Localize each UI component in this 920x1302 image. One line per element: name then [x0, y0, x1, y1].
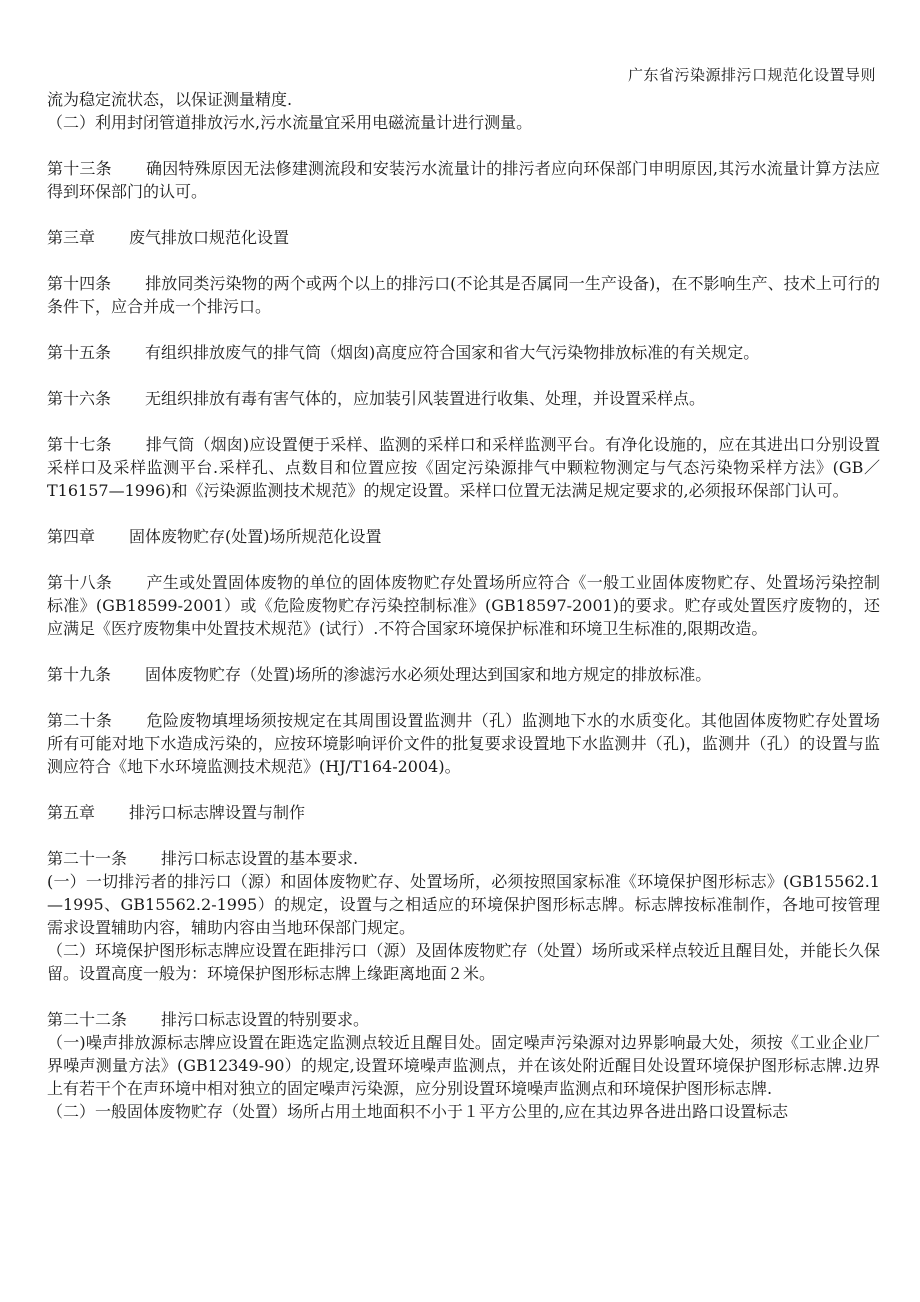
article-label: 第十四条	[47, 274, 112, 293]
article-16	[47, 387, 880, 410]
paragraph-text: 流为稳定流状态，以保证测量精度.	[47, 90, 293, 109]
article-18	[47, 571, 880, 640]
list-item: (一）一切排污者的排污口（源）和固体废物贮存、处置场所，必须按照国家标准《环境保护图形标志》(GB15562.1—1995、GB15562.2-1995）的规定，设置与之相适应的环境保护图形标志牌。标志牌按标准制作，各地可按管理需求设置辅助内容，辅助内容由当地环保部门规定。	[47, 872, 880, 937]
article-14	[47, 272, 880, 318]
article-label: 第十七条	[47, 435, 112, 454]
list-item: （一)噪声排放源标志牌应设置在距选定监测点较近且醒目处。固定噪声污染源对边界影响最大处，须按《工业企业厂界噪声测量方法》(GB12349-90）的规定,设置环境噪声监测点，并在该处附近醒目处设置环境保护图形标志牌.边界上有若干个在声环境中相对独立的固定噪声污染源，应分别设置环境噪声监测点和环境保护图形标志牌.	[47, 1033, 880, 1098]
article-text: 排污口标志设置的特别要求。	[161, 1010, 370, 1029]
list-item: （二）环境保护图形标志牌应设置在距排污口（源）及固体废物贮存（处置）场所或采样点较近且醒目处，并能长久保留。设置高度一般为：环境保护图形标志牌上缘距离地面２米。	[47, 941, 880, 983]
list-item: （二）利用封闭管道排放污水,污水流量宜采用电磁流量计进行测量。	[47, 113, 533, 132]
chapter-title: 固体废物贮存(处置)场所规范化设置	[129, 527, 382, 546]
article-text: 无组织排放有毒有害气体的，应加装引风装置进行收集、处理，并设置采样点。	[145, 389, 706, 408]
continued-paragraph	[47, 88, 880, 134]
article-label: 第二十条	[47, 711, 113, 730]
article-text: 排放同类污染物的两个或两个以上的排污口(不论其是否属同一生产设备)，在不影响生产、技术上可行的条件下，应合并成一个排污口。	[47, 274, 880, 316]
article-17	[47, 433, 880, 502]
article-label: 第十五条	[47, 343, 112, 362]
article-label: 第十三条	[47, 159, 112, 178]
article-text: 固体废物贮存（处置)场所的渗滤污水必须处理达到国家和地方规定的排放标准。	[145, 665, 712, 684]
article-label: 第十六条	[47, 389, 112, 408]
article-label: 第十九条	[47, 665, 112, 684]
article-text: 有组织排放废气的排气筒（烟囱)高度应符合国家和省大气污染物排放标准的有关规定。	[145, 343, 760, 362]
chapter-label: 第四章	[47, 527, 96, 546]
chapter-title: 排污口标志牌设置与制作	[129, 803, 306, 822]
chapter-label: 第五章	[47, 803, 96, 822]
running-header: 广东省污染源排污口规范化设置导则	[627, 66, 876, 84]
article-text: 排污口标志设置的基本要求.	[161, 849, 359, 868]
article-text: 产生或处置固体废物的单位的固体废物贮存处置场所应符合《一般工业固体废物贮存、处置场污染控制标准》(GB18599-2001）或《危险废物贮存污染控制标准》(GB18597-2001)的要求。贮存或处置医疗废物的，还应满足《医疗废物集中处置技术规范》(试行）.不符合国家环境保护标准和环境卫生标准的,限期改造。	[47, 573, 880, 638]
article-21	[47, 847, 880, 985]
chapter-4-heading	[47, 525, 880, 548]
chapter-label: 第三章	[47, 228, 96, 247]
chapter-3-heading	[47, 226, 880, 249]
article-label: 第二十二条	[47, 1010, 128, 1029]
article-text: 危险废物填埋场须按规定在其周围设置监测井（孔）监测地下水的水质变化。其他固体废物贮存处置场所有可能对地下水造成污染的，应按环境影响评价文件的批复要求设置地下水监测井（孔)，监测井（孔）的设置与监测应符合《地下水环境监测技术规范》(HJ/T164-2004)。	[47, 711, 880, 776]
article-text: 确因特殊原因无法修建测流段和安装污水流量计的排污者应向环保部门申明原因,其污水流量计算方法应得到环保部门的认可。	[47, 159, 880, 201]
article-13	[47, 157, 880, 203]
chapter-title: 废气排放口规范化设置	[129, 228, 290, 247]
list-item: （二）一般固体废物贮存（处置）场所占用土地面积不小于１平方公里的,应在其边界各进出路口设置标志	[47, 1102, 789, 1121]
article-label: 第十八条	[47, 573, 113, 592]
article-15	[47, 341, 880, 364]
article-heading	[47, 847, 880, 870]
article-heading	[47, 1008, 880, 1031]
article-label: 第二十一条	[47, 849, 128, 868]
article-text: 排气筒（烟囱)应设置便于采样、监测的采样口和采样监测平台。有净化设施的，应在其进出口分别设置采样口及采样监测平台.采样孔、点数目和位置应按《固定污染源排气中颗粒物测定与气态污染物采样方法》(GB／T16157—1996)和《污染源监测技术规范》的规定设置。采样口位置无法满足规定要求的,必须报环保部门认可。	[47, 435, 880, 500]
article-19	[47, 663, 880, 686]
article-22	[47, 1008, 880, 1123]
chapter-5-heading	[47, 801, 880, 824]
document-body	[47, 88, 880, 1123]
article-20	[47, 709, 880, 778]
